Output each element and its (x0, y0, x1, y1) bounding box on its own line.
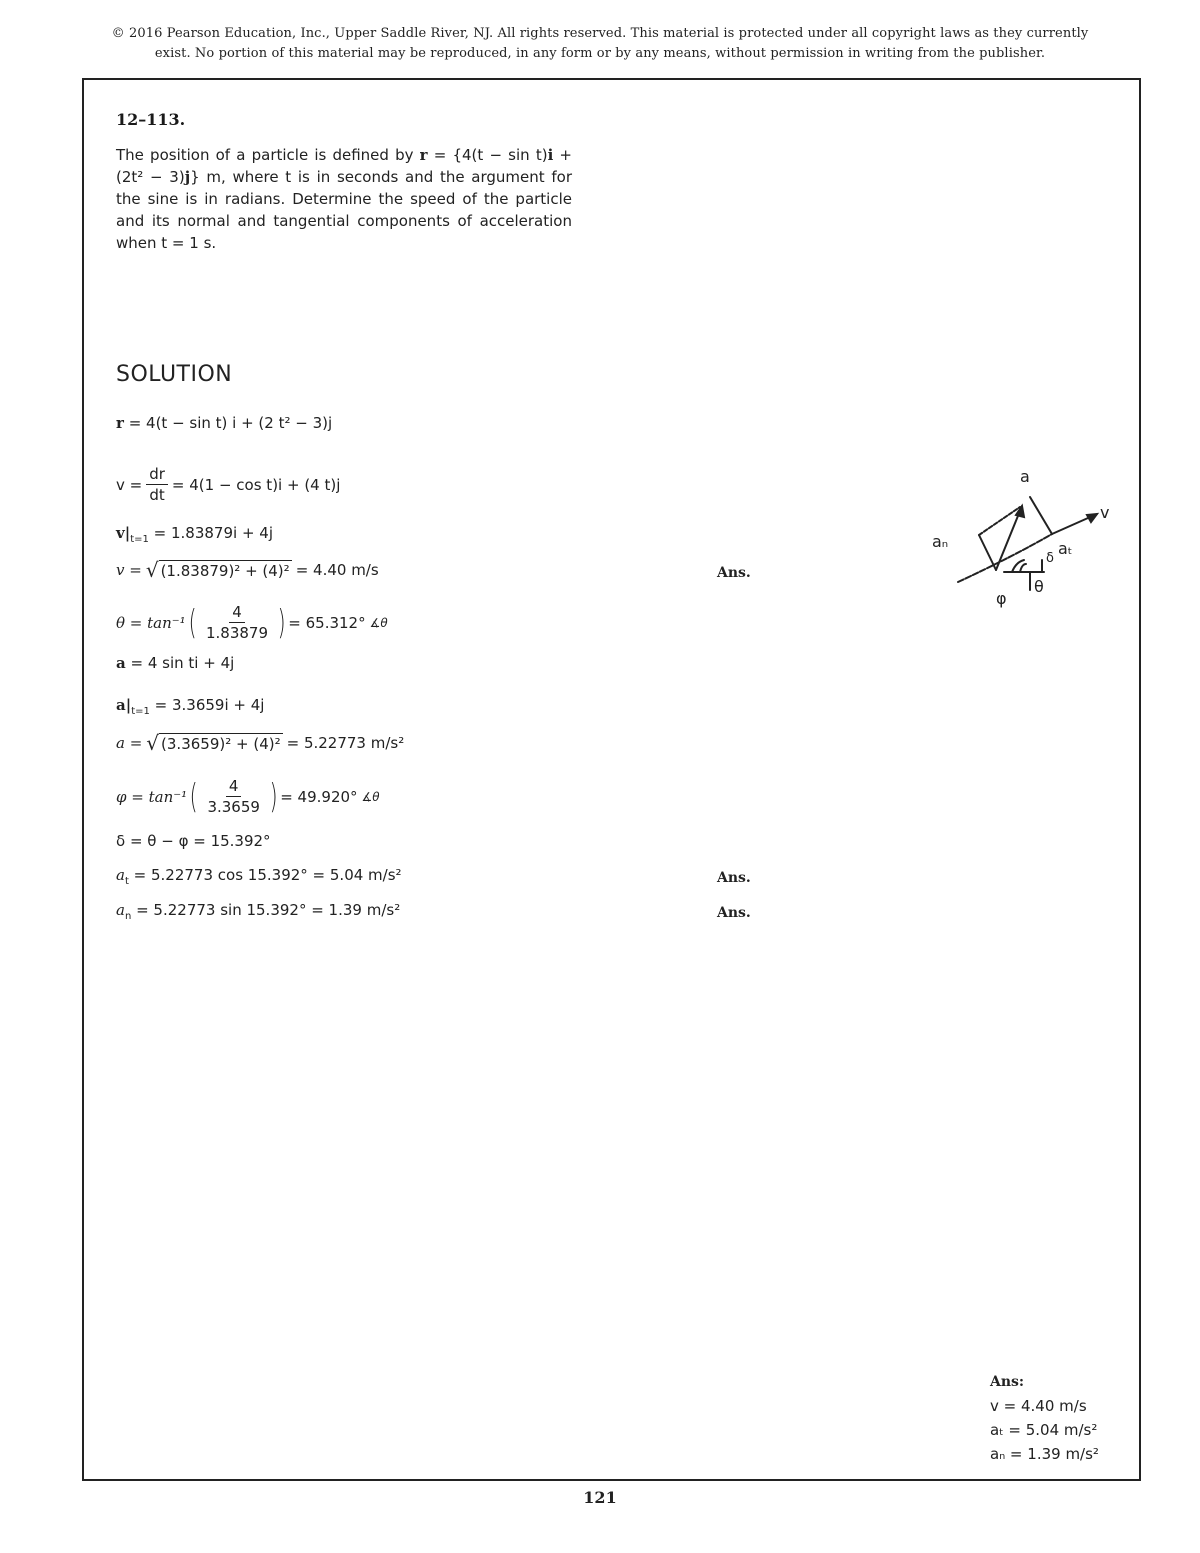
angle-icon: ∡θ (361, 789, 380, 804)
j-symbol: j (184, 168, 191, 186)
copyright-line-1: © 2016 Pearson Education, Inc., Upper Saddle River, NJ. All rights reserved. This material is protected under all copyright laws as they currently (111, 26, 1089, 41)
eq-rhs: = 4 sin ti + 4j (130, 654, 235, 672)
copyright-notice (0, 24, 1200, 64)
equation-acceleration-t1 (116, 696, 265, 717)
solution-heading: SOLUTION (116, 362, 233, 387)
equation-phi (116, 776, 380, 817)
equation-tangential-acceleration (116, 866, 402, 887)
diagram-label-an: aₙ (932, 532, 949, 551)
equation-speed (116, 560, 379, 580)
radical-sign-icon: √ (146, 731, 160, 755)
right-paren: ) (269, 776, 278, 817)
final-answer-normal: aₙ = 1.39 m/s² (990, 1445, 1099, 1463)
ans-label-normal: Ans. (717, 905, 751, 921)
equation-velocity (116, 464, 340, 505)
copyright-line-2: exist. No portion of this material may be reproduced, in any form or by any means, without permission in writing from the publisher. (154, 46, 1046, 61)
diagram-label-a: a (1020, 467, 1030, 486)
equation-theta (116, 602, 388, 643)
eq-rhs: = 5.22773 sin 15.392° = 1.39 m/s² (136, 901, 401, 919)
i-symbol: i (547, 146, 554, 164)
fraction-denominator: dt (149, 486, 165, 504)
eq-rhs: = 1.83879i + 4j (153, 524, 273, 542)
fraction-denominator: 1.83879 (205, 624, 268, 642)
left-paren: ( (188, 602, 197, 643)
eq-lhs: v = (116, 475, 143, 494)
diagram-label-theta: θ (1034, 577, 1044, 596)
eq-lhs: v| (116, 524, 131, 542)
final-answers-label: Ans: (990, 1374, 1025, 1390)
eq-lhs: φ = tan⁻¹ (116, 787, 188, 806)
final-answers (990, 1370, 1099, 1466)
equation-velocity-t1 (116, 524, 273, 545)
diagram-label-at: aₜ (1058, 539, 1073, 558)
page-number: 121 (583, 1488, 617, 1507)
ans-label-tangential: Ans. (717, 870, 751, 886)
problem-statement (116, 144, 572, 254)
final-answer-speed: v = 4.40 m/s (990, 1397, 1087, 1415)
eq-rhs: = 5.22773 m/s² (286, 734, 405, 752)
square-root (146, 733, 282, 753)
ans-label-speed: Ans. (717, 565, 751, 581)
left-paren: ( (189, 776, 198, 817)
eq-rhs: = 4.40 m/s (295, 561, 379, 579)
equation-normal-acceleration (116, 901, 401, 922)
eq-rhs: = 4(1 − cos t)i + (4 t)j (171, 475, 341, 494)
radicand: (3.3659)² + (4)² (161, 735, 281, 753)
eq-rhs: = 5.22773 cos 15.392° = 5.04 m/s² (133, 866, 402, 884)
eq-rhs: = 49.920° (280, 787, 358, 806)
eq-lhs: a| (116, 696, 132, 714)
phi-fraction (204, 776, 263, 817)
equation-position (116, 414, 332, 432)
acceleration-vector-diagram (922, 462, 1122, 612)
eq-rhs: = 4(t − sin t) i + (2 t² − 3)j (128, 414, 333, 432)
problem-text-2: = {4(t − sin t) (427, 146, 548, 164)
problem-text-4: } m, where t is in seconds and the argument for the sine is in radians. Determine the speed of the particle and its normal and tangential components of acceleration when t = 1 s. (116, 168, 572, 252)
radical-sign-icon: √ (145, 558, 159, 582)
eq-lhs: a (116, 866, 125, 884)
eq-lhs: v = (116, 561, 142, 579)
right-paren: ) (277, 602, 286, 643)
equation-delta (116, 832, 271, 850)
fraction-numerator: dr (146, 464, 168, 485)
fraction-numerator: 4 (229, 602, 245, 623)
eq-rhs: = 65.312° (288, 613, 366, 632)
diagram-label-delta: δ (1046, 551, 1054, 566)
r-symbol: r (419, 146, 428, 164)
equation-acceleration (116, 654, 234, 672)
eq-rhs: = 3.3659i + 4j (154, 696, 265, 714)
eq-subscript: n (124, 910, 132, 922)
diagram-label-v: v (1100, 503, 1110, 522)
derivative-fraction (146, 464, 168, 505)
eq-text: δ = θ − φ = 15.392° (116, 832, 271, 850)
eq-subscript: t=1 (131, 705, 150, 717)
eq-lhs: a = (116, 734, 143, 752)
eq-subscript: t=1 (130, 533, 149, 545)
problem-text-3: + (2t² − 3) (116, 146, 572, 186)
theta-fraction (203, 602, 271, 643)
angle-icon: ∡θ (369, 615, 388, 630)
path-curve (958, 534, 1052, 582)
radicand: (1.83879)² + (4)² (160, 562, 290, 580)
problem-text-1: The position of a particle is defined by (116, 146, 420, 164)
eq-subscript: t (124, 875, 129, 887)
eq-lhs: r (116, 414, 124, 432)
fraction-numerator: 4 (226, 776, 242, 797)
eq-lhs: θ = tan⁻¹ (116, 613, 186, 632)
square-root (146, 560, 292, 580)
eq-lhs: a (116, 901, 125, 919)
equation-acceleration-magnitude (116, 733, 404, 753)
diagram-label-phi: φ (996, 589, 1007, 608)
problem-number: 12–113. (116, 110, 186, 129)
fraction-denominator: 3.3659 (207, 798, 260, 816)
final-answer-tangential: aₜ = 5.04 m/s² (990, 1421, 1098, 1439)
eq-lhs: a (116, 654, 126, 672)
